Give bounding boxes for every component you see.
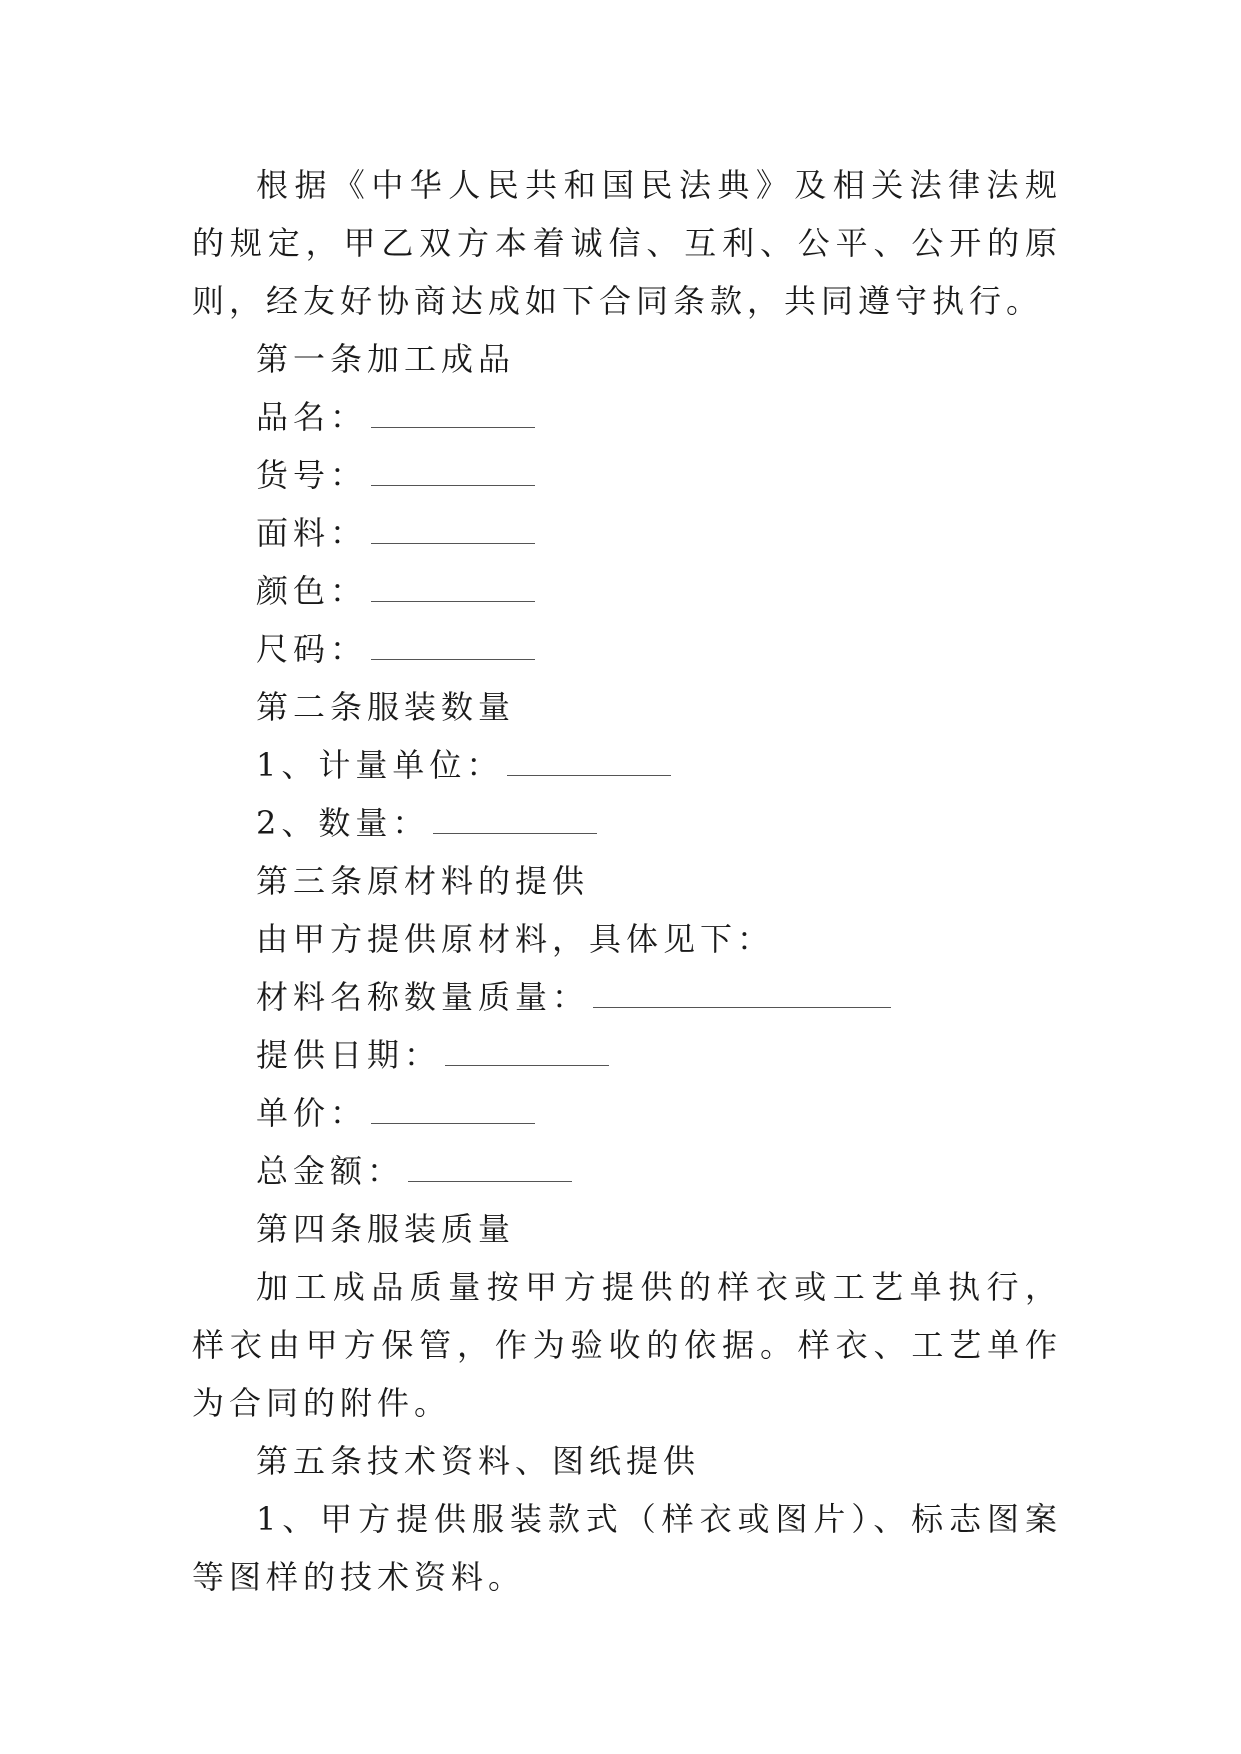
- article-4-title: 第四条服装质量: [256, 1210, 516, 1248]
- field-material-spec: [192, 968, 1062, 1026]
- blank-line: [371, 637, 535, 660]
- blank-line: [371, 521, 535, 544]
- field-item-number: [192, 446, 1062, 504]
- field-product-name: [192, 388, 1062, 446]
- intro-paragraph: 根据《中华人民共和国民法典》及相关法律法规的规定，甲乙双方本着诚信、互利、公平、公开的原则，经友好协商达成如下合同条款，共同遵守执行。: [192, 166, 1062, 320]
- field-label: 面料：: [256, 514, 368, 552]
- field-label: 单价：: [256, 1094, 368, 1132]
- blank-line: [371, 1101, 535, 1124]
- document-body: [192, 156, 1062, 1606]
- field-label: 尺码：: [256, 630, 368, 668]
- field-size: [192, 620, 1062, 678]
- blank-line: [507, 753, 671, 776]
- field-label: 品名：: [256, 398, 368, 436]
- article-3-intro: 由甲方提供原材料，具体见下：: [256, 920, 775, 958]
- blank-line: [371, 579, 535, 602]
- field-label: 提供日期：: [256, 1036, 442, 1074]
- field-supply-date: [192, 1026, 1062, 1084]
- field-label: 材料名称数量质量：: [256, 978, 590, 1016]
- field-fabric: [192, 504, 1062, 562]
- article-1-title: 第一条加工成品: [256, 340, 516, 378]
- article-3-title: 第三条原材料的提供: [256, 862, 590, 900]
- blank-line: [408, 1159, 572, 1182]
- field-quantity: [192, 794, 1062, 852]
- blank-line: [445, 1043, 609, 1066]
- field-label: 货号：: [256, 456, 368, 494]
- article-5-item-1: 1、甲方提供服装款式（样衣或图片）、标志图案等图样的技术资料。: [192, 1500, 1062, 1596]
- field-color: [192, 562, 1062, 620]
- article-2-title: 第二条服装数量: [256, 688, 516, 726]
- field-label: 总金额：: [256, 1152, 405, 1190]
- blank-line: [371, 463, 535, 486]
- field-total-amount: [192, 1142, 1062, 1200]
- article-5-title: 第五条技术资料、图纸提供: [256, 1442, 701, 1480]
- blank-line: [371, 405, 535, 428]
- field-unit-price: [192, 1084, 1062, 1142]
- blank-line: [433, 811, 597, 834]
- field-label: 1、计量单位：: [256, 746, 504, 784]
- article-4-body: 加工成品质量按甲方提供的样衣或工艺单执行，样衣由甲方保管，作为验收的依据。样衣、工艺单作为合同的附件。: [192, 1268, 1062, 1422]
- field-label: 颜色：: [256, 572, 368, 610]
- field-unit: [192, 736, 1062, 794]
- blank-line: [593, 985, 891, 1008]
- field-label: 2、数量：: [256, 804, 430, 842]
